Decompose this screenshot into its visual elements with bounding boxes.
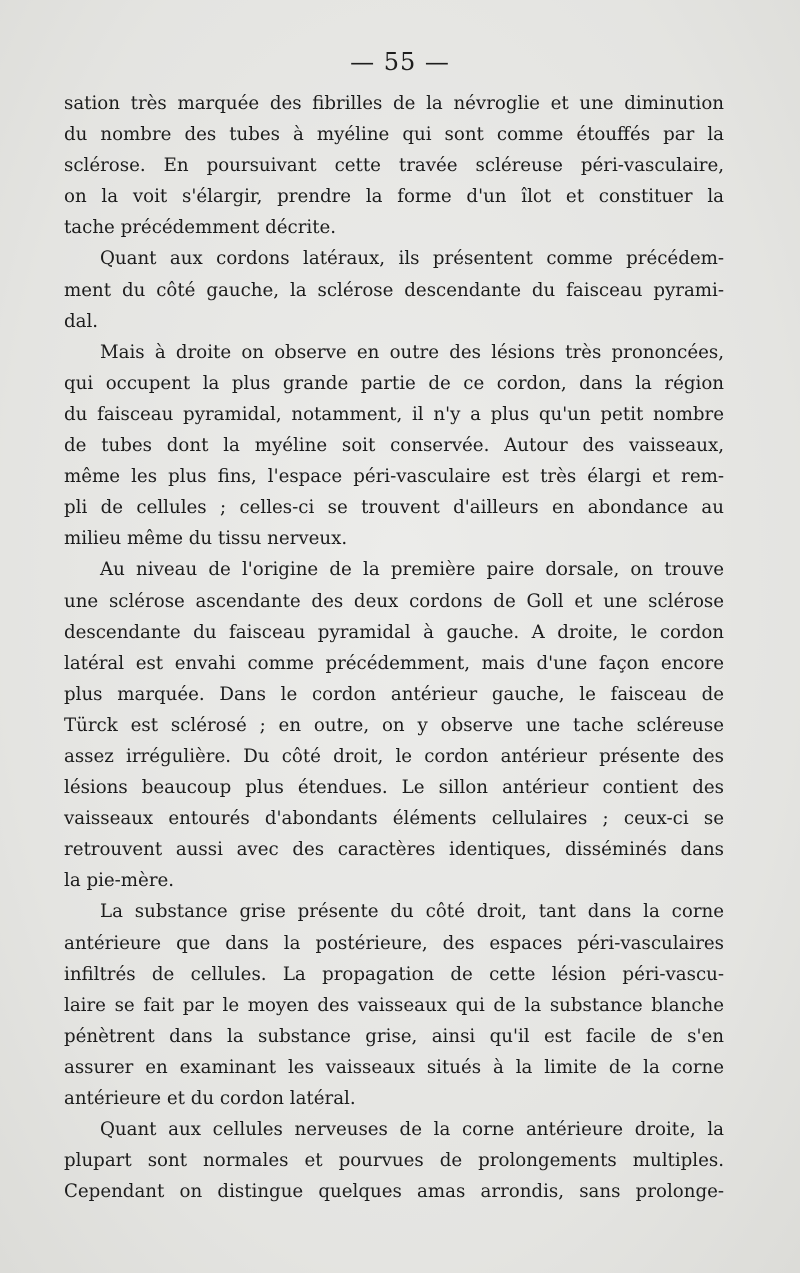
text-line: qui occupent la plus grande partie de ce cordon, dans la région [64, 372, 724, 394]
text-line: plus marquée. Dans le cordon antérieur gauche, le faisceau de [64, 683, 724, 705]
page-number: — 55 — [350, 48, 450, 76]
body-text [64, 88, 724, 1207]
text-line: latéral est envahi comme précédemment, mais d'une façon encore [64, 652, 724, 674]
paragraph [64, 896, 724, 1114]
text-line: on la voit s'élargir, prendre la forme d'un îlot et constituer la [64, 186, 724, 208]
text-line: vaisseaux entourés d'abondants éléments cellulaires ; ceux-ci se [64, 808, 724, 830]
text-line: Quant aux cordons latéraux, ils présentent comme précédem- [100, 248, 724, 270]
text-line: sation très marquée des fibrilles de la névroglie et une diminution [64, 93, 724, 114]
text-line: plupart sont normales et pourvues de prolongements multiples. [64, 1150, 724, 1172]
paragraph [64, 1114, 724, 1207]
paragraph [64, 337, 724, 555]
text-line: descendante du faisceau pyramidal à gauche. A droite, le cordon [64, 621, 724, 643]
text-line: tache précédemment décrite. [64, 217, 337, 239]
text-line: du faisceau pyramidal, notamment, il n'y a plus qu'un petit nombre [64, 403, 724, 425]
text-line: pénètrent dans la substance grise, ainsi qu'il est facile de s'en [64, 1025, 724, 1047]
text-line: antérieure que dans la postérieure, des espaces péri-vasculaires [64, 932, 724, 954]
text-line: retrouvent aussi avec des caractères identiques, disséminés dans [64, 839, 724, 861]
text-line: infiltrés de cellules. La propagation de cette lésion péri-vascu- [64, 963, 724, 985]
text-line: antérieure et du cordon latéral. [64, 1088, 356, 1109]
text-line: même les plus fins, l'espace péri-vasculaire est très élargi et rem- [64, 466, 724, 488]
text-line: pli de cellules ; celles-ci se trouvent d'ailleurs en abondance au [64, 497, 724, 519]
text-line: Türck est sclérosé ; en outre, on y observe une tache scléreuse [64, 714, 724, 736]
text-line: dal. [64, 310, 99, 332]
text-line: milieu même du tissu nerveux. [64, 528, 348, 550]
text-line: la pie-mère. [64, 870, 175, 892]
text-line: une sclérose ascendante des deux cordons de Goll et une sclérose [64, 590, 724, 612]
text-line: laire se fait par le moyen des vaisseaux qui de la substance blanche [64, 994, 724, 1016]
text-line: assurer en examinant les vaisseaux situés à la limite de la corne [64, 1056, 724, 1078]
paragraph [64, 554, 724, 896]
text-line: lésions beaucoup plus étendues. Le sillon antérieur contient des [64, 777, 724, 799]
text-line: Mais à droite on observe en outre des lésions très prononcées, [100, 341, 724, 363]
text-line: assez irrégulière. Du côté droit, le cordon antérieur présente des [64, 745, 724, 767]
text-line: Quant aux cellules nerveuses de la corne antérieure droite, la [100, 1119, 724, 1141]
text-line: sclérose. En poursuivant cette travée scléreuse péri-vasculaire, [64, 155, 724, 177]
paragraph [64, 243, 724, 336]
text-line: Au niveau de l'origine de la première paire dorsale, on trouve [100, 559, 724, 581]
text-line: Cependant on distingue quelques amas arrondis, sans prolonge- [64, 1181, 724, 1203]
paragraph [64, 88, 724, 243]
text-line: ment du côté gauche, la sclérose descendante du faisceau pyrami- [64, 279, 724, 301]
text-line: La substance grise présente du côté droit, tant dans la corne [100, 901, 724, 923]
text-line: du nombre des tubes à myéline qui sont comme étouffés par la [64, 124, 724, 146]
text-line: de tubes dont la myéline soit conservée. Autour des vaisseaux, [64, 435, 724, 457]
